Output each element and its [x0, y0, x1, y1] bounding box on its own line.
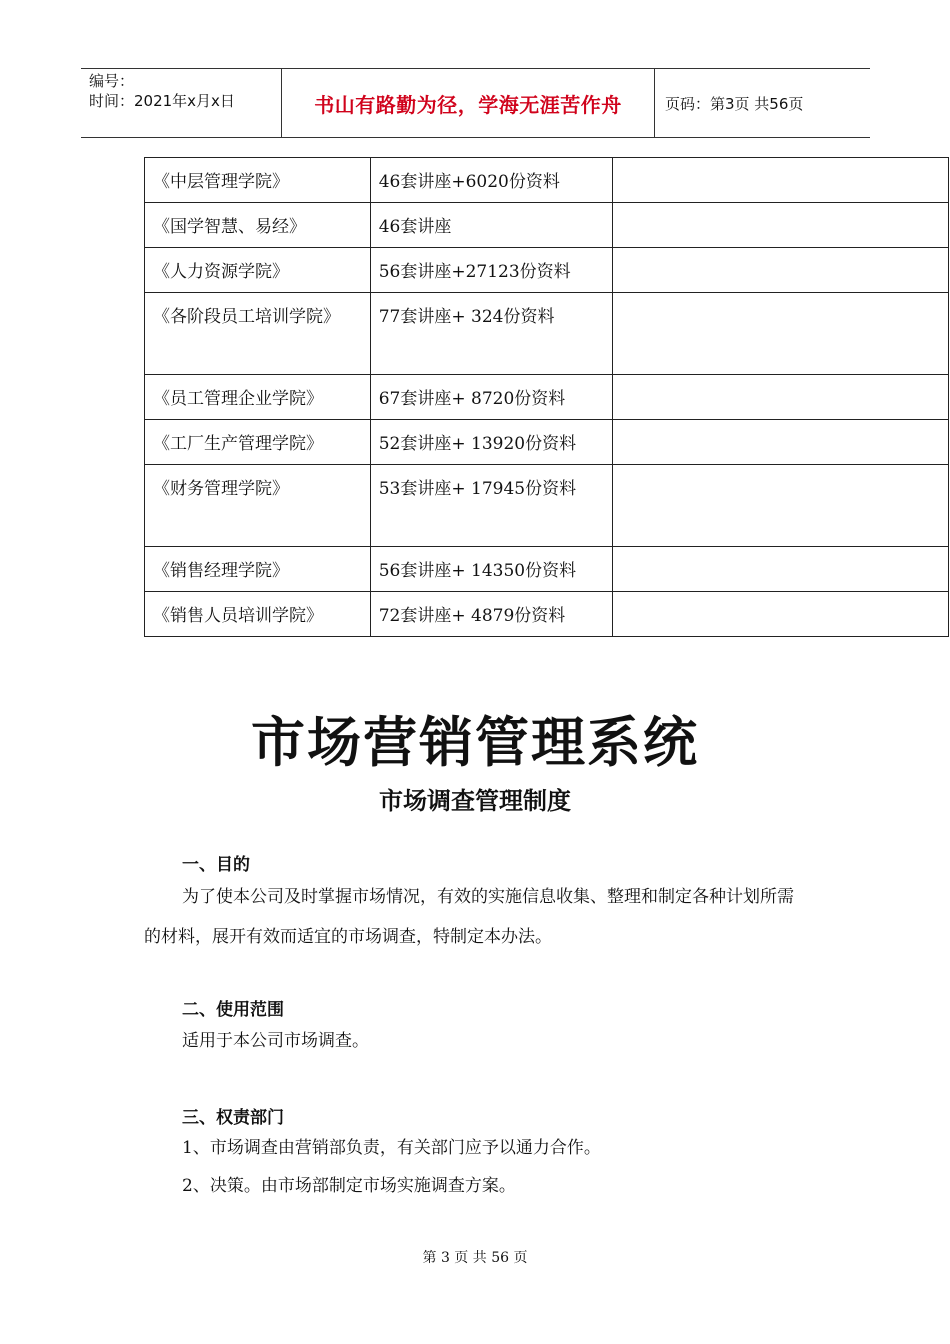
- header-page-info: 页码：第3页 共56页: [665, 94, 804, 113]
- section-heading-scope: 二、使用范围: [182, 1000, 284, 1020]
- table-cell-content: 72套讲座+ 4879份资料: [370, 592, 613, 637]
- table-cell-note: [613, 547, 949, 592]
- table-cell-content: 46套讲座+6020份资料: [370, 158, 613, 203]
- page-header: [81, 68, 870, 138]
- table-row: [145, 248, 949, 293]
- document-subtitle: 市场调查管理制度: [379, 787, 571, 815]
- table-cell-note: [613, 248, 949, 293]
- paragraph-responsibility-1: 1、市场调查由营销部负责，有关部门应予以通力合作。: [182, 1138, 601, 1158]
- table-cell-name: 《工厂生产管理学院》: [145, 420, 371, 465]
- table-cell-note: [613, 420, 949, 465]
- table-cell-content: 56套讲座+ 14350份资料: [370, 547, 613, 592]
- header-meta: [81, 69, 282, 137]
- paragraph-scope: 适用于本公司市场调查。: [182, 1031, 369, 1051]
- table-cell-note: [613, 592, 949, 637]
- table-row: [145, 465, 949, 547]
- time-label: 时间：2021年x月x日: [89, 92, 235, 110]
- table-row: [145, 547, 949, 592]
- table-cell-content: 46套讲座: [370, 203, 613, 248]
- table-cell-name: 《销售人员培训学院》: [145, 592, 371, 637]
- table-row: [145, 203, 949, 248]
- paragraph-purpose: 为了使本公司及时掌握市场情况，有效的实施信息收集、整理和制定各种计划所需的材料，展开有效而适宜的市场调查，特制定本办法。: [144, 887, 794, 947]
- table-cell-note: [613, 203, 949, 248]
- table-cell-name: 《中层管理学院》: [145, 158, 371, 203]
- table-cell-content: 56套讲座+27123份资料: [370, 248, 613, 293]
- table-cell-name: 《国学智慧、易经》: [145, 203, 371, 248]
- table-cell-content: 67套讲座+ 8720份资料: [370, 375, 613, 420]
- table-cell-note: [613, 465, 949, 547]
- number-label: 编号：: [89, 72, 135, 90]
- course-table: [144, 157, 949, 637]
- table-row: [145, 375, 949, 420]
- section-heading-responsibility: 三、权责部门: [182, 1108, 284, 1128]
- header-motto: 书山有路勤为径，学海无涯苦作舟: [282, 69, 655, 137]
- section-heading-purpose: 一、目的: [182, 855, 250, 875]
- table-cell-note: [613, 375, 949, 420]
- table-cell-content: 52套讲座+ 13920份资料: [370, 420, 613, 465]
- table-row: [145, 592, 949, 637]
- paragraph-responsibility-2: 2、决策。由市场部制定市场实施调查方案。: [182, 1176, 516, 1196]
- table-cell-note: [613, 293, 949, 375]
- table-row: [145, 158, 949, 203]
- document-title: 市场营销管理系统: [251, 711, 699, 774]
- table-cell-name: 《人力资源学院》: [145, 248, 371, 293]
- table-cell-name: 《销售经理学院》: [145, 547, 371, 592]
- page-footer: 第 3 页 共 56 页: [422, 1250, 528, 1266]
- table-cell-content: 77套讲座+ 324份资料: [370, 293, 613, 375]
- table-cell-name: 《财务管理学院》: [145, 465, 371, 547]
- table-row: [145, 420, 949, 465]
- table-cell-name: 《各阶段员工培训学院》: [145, 293, 371, 375]
- table-cell-content: 53套讲座+ 17945份资料: [370, 465, 613, 547]
- table-cell-name: 《员工管理企业学院》: [145, 375, 371, 420]
- table-cell-note: [613, 158, 949, 203]
- table-row: [145, 293, 949, 375]
